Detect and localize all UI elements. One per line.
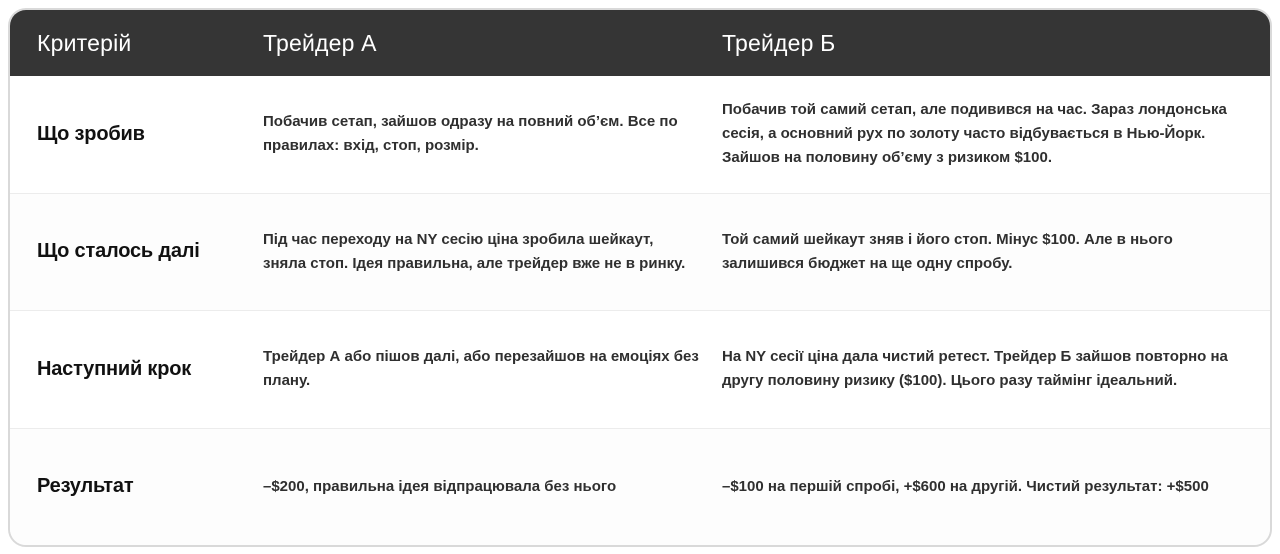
table-row bbox=[10, 193, 1270, 311]
header-trader-b: Трейдер Б bbox=[722, 29, 836, 56]
row-criterion: Що сталось далі bbox=[37, 240, 200, 263]
row-trader-b-cell: –$100 на першій спробі, +$600 на другій. Чистий результат: +$500 bbox=[722, 477, 1209, 495]
comparison-table bbox=[10, 10, 1270, 545]
table-row bbox=[10, 310, 1270, 428]
comparison-table-card bbox=[8, 8, 1272, 547]
row-criterion: Що зробив bbox=[37, 122, 145, 145]
table-header bbox=[10, 10, 1270, 76]
row-criterion: Результат bbox=[37, 475, 134, 498]
table-row bbox=[10, 428, 1270, 546]
table-body bbox=[10, 76, 1270, 545]
row-trader-a-cell: –$200, правильна ідея відпрацювала без нього bbox=[263, 477, 617, 495]
header-criterion: Критерій bbox=[37, 29, 132, 56]
row-trader-a-cell: Під час переходу на NY сесію ціна зробила шейкаут, зняла стоп. Ідея правильна, але трейдер вже не в ринку. bbox=[263, 230, 686, 272]
header-trader-a: Трейдер А bbox=[263, 29, 377, 56]
row-trader-a-cell: Побачив сетап, зайшов одразу на повний об’єм. Все по правилах: вхід, стоп, розмір. bbox=[263, 113, 678, 155]
row-trader-b-cell: На NY сесії ціна дала чистий ретест. Трейдер Б зайшов повторно на другу половину ризику ($100). Цього разу таймінг ідеальний. bbox=[722, 348, 1228, 390]
row-trader-b-cell: Побачив той самий сетап, але подивився на час. Зараз лондонська сесія, а основний рух по золоту часто відбувається в Нью-Йорк. Зайшов на половину об’єму з ризиком $100. bbox=[722, 101, 1227, 167]
row-trader-b-cell: Той самий шейкаут зняв і його стоп. Мінус $100. Але в нього залишився бюджет на ще одну спробу. bbox=[722, 230, 1173, 272]
table-row bbox=[10, 76, 1270, 193]
row-criterion: Наступний крок bbox=[37, 357, 192, 380]
row-trader-a-cell: Трейдер А або пішов далі, або перезайшов на емоціях без плану. bbox=[263, 348, 699, 390]
